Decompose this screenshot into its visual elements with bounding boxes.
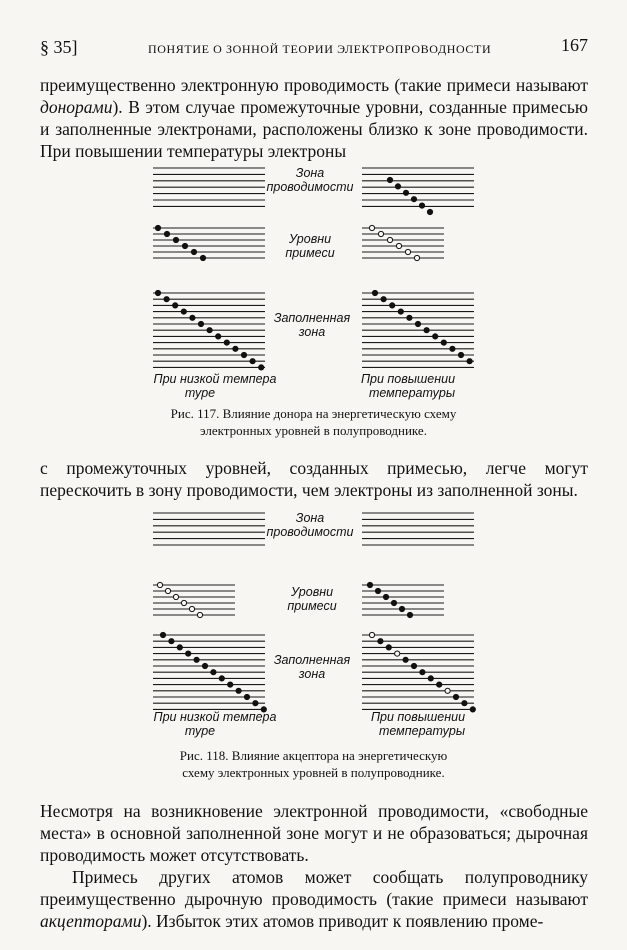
electron bbox=[386, 645, 391, 650]
left-diagram-caption-1: При низкой темпера bbox=[153, 372, 277, 386]
electron bbox=[458, 352, 463, 357]
electron bbox=[403, 657, 408, 662]
electron bbox=[160, 632, 165, 637]
electron bbox=[253, 701, 258, 706]
hole bbox=[395, 651, 400, 656]
label-impurity-levels-1: Уровни bbox=[290, 585, 334, 599]
term-donors: донорами bbox=[40, 97, 113, 117]
hole bbox=[369, 225, 374, 230]
hole bbox=[387, 237, 392, 242]
paragraph-3: Несмотря на возникновение электронной проводимости, «свободные места» в основной заполненной зоне могут и не образоваться; дырочная проводимость может отсутствовать. bbox=[40, 801, 588, 865]
electron bbox=[224, 340, 229, 345]
electron bbox=[398, 309, 403, 314]
right-diagram-caption-2: температуры bbox=[378, 724, 466, 738]
electron bbox=[403, 190, 408, 195]
electron bbox=[462, 701, 467, 706]
electron bbox=[169, 639, 174, 644]
paragraph-4-text-b: ). Избыток этих атомов приводит к появлению проме- bbox=[141, 911, 544, 931]
electron bbox=[198, 321, 203, 326]
term-acceptors: акцепторами bbox=[40, 911, 142, 931]
left-diagram-caption-2: туре bbox=[184, 724, 216, 738]
left-diagram-caption-1: При низкой темпера bbox=[153, 710, 277, 724]
figure-118 bbox=[0, 505, 627, 745]
electron bbox=[207, 328, 212, 333]
electron bbox=[191, 249, 196, 254]
electron bbox=[177, 645, 182, 650]
label-filled-band-2: зона bbox=[298, 667, 326, 681]
electron bbox=[407, 315, 412, 320]
section-number: § 35] bbox=[40, 37, 78, 57]
electron bbox=[367, 582, 372, 587]
electron bbox=[433, 334, 438, 339]
paragraph-4 bbox=[40, 866, 588, 932]
electron bbox=[424, 328, 429, 333]
electron bbox=[194, 657, 199, 662]
hole bbox=[165, 588, 170, 593]
electron bbox=[411, 663, 416, 668]
electron bbox=[415, 321, 420, 326]
electron bbox=[411, 197, 416, 202]
hole bbox=[197, 612, 202, 617]
electron bbox=[228, 682, 233, 687]
figure-117-caption-line-1: Рис. 117. Влияние донора на энергетическую схему bbox=[170, 406, 457, 421]
electron bbox=[259, 365, 264, 370]
electron bbox=[428, 676, 433, 681]
figure-118-caption-line-1: Рис. 118. Влияние акцептора на энергетическую bbox=[179, 748, 448, 763]
figure-118-caption-line-2: схему электронных уровней в полупроводнике. bbox=[182, 765, 445, 780]
label-filled-band-2: зона bbox=[298, 325, 326, 339]
electron bbox=[407, 612, 412, 617]
electron bbox=[241, 352, 246, 357]
hole bbox=[445, 688, 450, 693]
electron bbox=[155, 225, 160, 230]
electron bbox=[391, 600, 396, 605]
electron bbox=[200, 255, 205, 260]
electron bbox=[173, 303, 178, 308]
paragraph-1-text-b: ). В этом случае промежуточные уровни, созданные примесью и заполненные электронами, расположены близко к зоне проводимости. При повышении температуры электроны bbox=[40, 97, 588, 161]
hole bbox=[396, 243, 401, 248]
electron bbox=[244, 694, 249, 699]
hole bbox=[414, 255, 419, 260]
figure-117-diagram bbox=[0, 160, 627, 405]
electron bbox=[216, 334, 221, 339]
label-impurity-levels-2: примеси bbox=[285, 246, 335, 260]
electron bbox=[441, 340, 446, 345]
figure-117-caption-line-2: электронных уровней в полупроводнике. bbox=[200, 423, 427, 438]
electron bbox=[395, 184, 400, 189]
paragraph-2: с промежуточных уровней, созданных примесью, легче могут перескочить в зону проводимости, чем электроны из заполненной зоны. bbox=[40, 458, 588, 500]
electron bbox=[155, 290, 160, 295]
page-header bbox=[40, 37, 588, 61]
electron bbox=[390, 303, 395, 308]
label-filled-band-1: Заполненная bbox=[273, 653, 351, 667]
electron bbox=[211, 670, 216, 675]
paragraph-4-text-a: Примесь других атомов может сообщать полупроводнику преимущественно дырочную проводимость (такие примеси называют bbox=[40, 867, 588, 909]
electron bbox=[437, 682, 442, 687]
right-diagram-caption-1: При повышении bbox=[360, 372, 456, 386]
right-diagram-caption-1: При повышении bbox=[370, 710, 466, 724]
electron bbox=[164, 231, 169, 236]
electron bbox=[219, 676, 224, 681]
electron bbox=[427, 209, 432, 214]
paragraph-1 bbox=[40, 74, 588, 162]
electron bbox=[372, 290, 377, 295]
electron bbox=[378, 639, 383, 644]
label-conduction-band-2: проводимости bbox=[266, 525, 354, 539]
electron bbox=[381, 297, 386, 302]
paragraph-1-text-a: преимущественно электронную проводимость (такие примеси называют bbox=[40, 75, 588, 95]
electron bbox=[250, 359, 255, 364]
figure-117-caption bbox=[0, 405, 627, 439]
electron bbox=[190, 315, 195, 320]
hole bbox=[157, 582, 162, 587]
figure-118-caption bbox=[0, 747, 627, 781]
electron bbox=[233, 346, 238, 351]
hole bbox=[405, 249, 410, 254]
electron bbox=[186, 651, 191, 656]
figure-117 bbox=[0, 160, 627, 405]
label-conduction-band-1: Зона bbox=[295, 511, 325, 525]
electron bbox=[375, 588, 380, 593]
electron bbox=[236, 688, 241, 693]
page-number: 167 bbox=[561, 35, 588, 55]
electron bbox=[383, 594, 388, 599]
label-impurity-levels-2: примеси bbox=[287, 599, 337, 613]
electron bbox=[399, 606, 404, 611]
hole bbox=[189, 606, 194, 611]
electron bbox=[181, 309, 186, 314]
label-impurity-levels-1: Уровни bbox=[288, 232, 332, 246]
hole bbox=[378, 231, 383, 236]
figure-118-diagram bbox=[0, 505, 627, 745]
electron bbox=[202, 663, 207, 668]
hole bbox=[369, 632, 374, 637]
electron bbox=[164, 297, 169, 302]
hole bbox=[173, 594, 178, 599]
label-conduction-band-2: проводимости bbox=[266, 180, 354, 194]
hole bbox=[181, 600, 186, 605]
electron bbox=[182, 243, 187, 248]
electron bbox=[453, 694, 458, 699]
electron bbox=[467, 359, 472, 364]
electron bbox=[387, 177, 392, 182]
right-diagram-caption-2: температуры bbox=[368, 386, 456, 400]
electron bbox=[173, 237, 178, 242]
electron bbox=[419, 203, 424, 208]
label-conduction-band-1: Зона bbox=[295, 166, 325, 180]
label-filled-band-1: Заполненная bbox=[273, 311, 351, 325]
electron bbox=[420, 670, 425, 675]
running-title: ПОНЯТИЕ О ЗОННОЙ ТЕОРИИ ЭЛЕКТРОПРОВОДНОСТИ bbox=[148, 42, 492, 56]
electron bbox=[470, 707, 475, 712]
electron bbox=[450, 346, 455, 351]
left-diagram-caption-2: туре bbox=[184, 386, 216, 400]
